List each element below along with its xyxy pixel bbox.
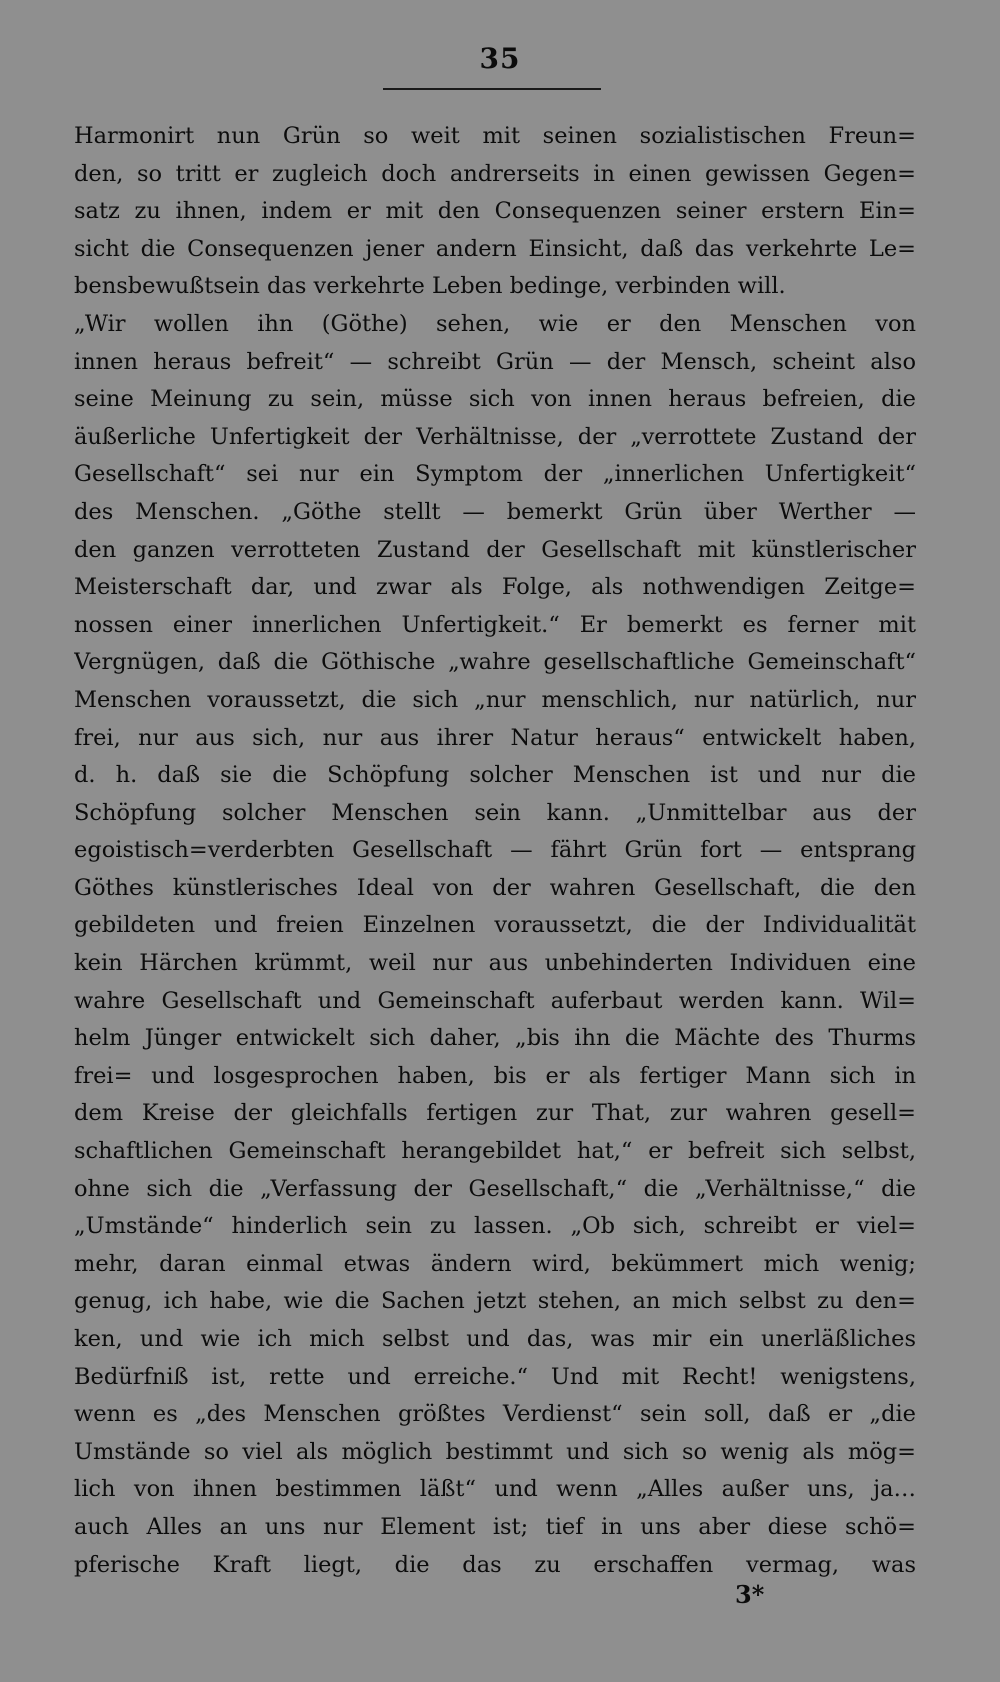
text-line: genug, ich habe, wie die Sachen jetzt stehen, an mich selbst zu den= [74, 1288, 916, 1315]
text-line: Vergnügen, daß die Göthische „wahre gesellschaftliche Gemeinschaft“ [74, 649, 916, 676]
text-line: Harmonirt nun Grün so weit mit seinen sozialistischen Freun= [74, 123, 916, 149]
body-text [74, 118, 916, 1588]
text-line: egoistisch=verderbten Gesellschaft — fährt Grün fort — entsprang [74, 837, 916, 864]
text-line: sicht die Consequenzen jener andern Einsicht, daß das verkehrte Le= [74, 235, 916, 262]
text-line: auch Alles an uns nur Element ist; tief in uns aber diese schö= [74, 1513, 916, 1540]
text-line: Gesellschaft“ sei nur ein Symptom der „innerlichen Unfertigkeit“ [74, 461, 916, 488]
text-line: Umstände so viel als möglich bestimmt und sich so wenig als mög= [74, 1438, 916, 1465]
text-line: Schöpfung solcher Menschen sein kann. „Unmittelbar aus der [74, 799, 916, 826]
text-line: Göthes künstlerisches Ideal von der wahren Gesellschaft, die den [74, 874, 916, 901]
text-line: Meisterschaft dar, und zwar als Folge, als nothwendigen Zeitge= [74, 574, 916, 601]
text-line: satz zu ihnen, indem er mit den Consequenzen seiner erstern Ein= [74, 198, 916, 225]
text-line: seine Meinung zu sein, müsse sich von innen heraus befreien, die [74, 386, 916, 413]
text-line: innen heraus befreit“ — schreibt Grün — der Mensch, scheint also [74, 348, 916, 375]
text-line: bensbewußtsein das verkehrte Leben bedinge, verbinden will. [74, 273, 786, 300]
text-line: Bedürfniß ist, rette und erreiche.“ Und mit Recht! wenigstens, [74, 1363, 916, 1390]
text-line: „Umstände“ hinderlich sein zu lassen. „Ob sich, schreibt er viel= [74, 1213, 916, 1240]
signature-mark: 3* [735, 1580, 765, 1609]
text-line: „Wir wollen ihn (Göthe) sehen, wie er den Menschen von [74, 310, 916, 337]
text-line: des Menschen. „Göthe stellt — bemerkt Grün über Werther — [74, 498, 916, 525]
header-rule [383, 88, 601, 90]
text-line: d. h. daß sie die Schöpfung solcher Menschen ist und nur die [74, 762, 916, 789]
text-line: nossen einer innerlichen Unfertigkeit.“ Er bemerkt es ferner mit [74, 611, 916, 638]
text-line: pferische Kraft liegt, die das zu erschaffen vermag, was [74, 1551, 916, 1578]
text-line: kein Härchen krümmt, weil nur aus unbehinderten Individuen eine [74, 950, 916, 977]
text-line: den, so tritt er zugleich doch andrerseits in einen gewissen Gegen= [74, 160, 916, 187]
text-line: gebildeten und freien Einzelnen voraussetzt, die der Individualität [74, 912, 916, 939]
text-line: frei= und losgesprochen haben, bis er als fertiger Mann sich in [74, 1062, 916, 1089]
text-line: Menschen voraussetzt, die sich „nur menschlich, nur natürlich, nur [74, 686, 916, 713]
text-line: helm Jünger entwickelt sich daher, „bis ihn die Mächte des Thurms [74, 1025, 916, 1052]
text-line: ken, und wie ich mich selbst und das, was mir ein unerläßliches [74, 1326, 916, 1352]
page-number: 35 [479, 42, 521, 75]
text-line: mehr, daran einmal etwas ändern wird, bekümmert mich wenig; [74, 1250, 916, 1277]
text-line: wahre Gesellschaft und Gemeinschaft auferbaut werden kann. Wil= [74, 987, 916, 1014]
text-line: ohne sich die „Verfassung der Gesellschaft,“ die „Verhältnisse,“ die [74, 1175, 916, 1202]
text-line: dem Kreise der gleichfalls fertigen zur That, zur wahren gesell= [74, 1100, 916, 1127]
text-line: äußerliche Unfertigkeit der Verhältnisse, der „verrottete Zustand der [74, 423, 916, 450]
text-line: schaftlichen Gemeinschaft herangebildet hat,“ er befreit sich selbst, [74, 1138, 916, 1165]
text-line: wenn es „des Menschen größtes Verdienst“ sein soll, daß er „die [74, 1401, 916, 1428]
text-line: den ganzen verrotteten Zustand der Gesellschaft mit künstlerischer [74, 536, 916, 563]
text-line: frei, nur aus sich, nur aus ihrer Natur heraus“ entwickelt haben, [74, 724, 916, 751]
text-line: lich von ihnen bestimmen läßt“ und wenn „Alles außer uns, ja… [74, 1476, 916, 1503]
